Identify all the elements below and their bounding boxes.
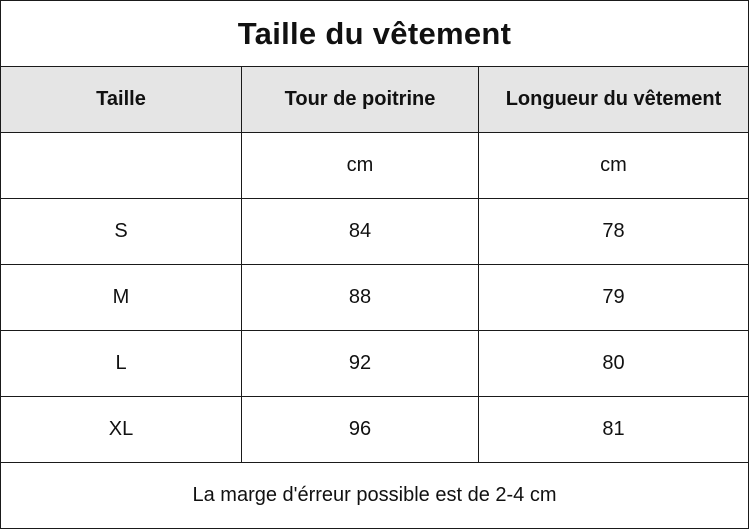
- size-cell: L: [1, 331, 242, 397]
- length-cell: 80: [479, 331, 749, 397]
- unit-size: [1, 133, 242, 199]
- units-row: [1, 133, 749, 199]
- chest-cell: 96: [242, 397, 479, 463]
- title-row: [1, 1, 749, 67]
- header-chest: Tour de poitrine: [242, 67, 479, 133]
- table-row: [1, 265, 749, 331]
- chest-cell: 92: [242, 331, 479, 397]
- header-length: Longueur du vêtement: [479, 67, 749, 133]
- chest-cell: 88: [242, 265, 479, 331]
- table-row: [1, 397, 749, 463]
- chart-title: Taille du vêtement: [1, 1, 749, 67]
- header-size: Taille: [1, 67, 242, 133]
- chest-cell: 84: [242, 199, 479, 265]
- table-row: [1, 199, 749, 265]
- header-row: [1, 67, 749, 133]
- length-cell: 81: [479, 397, 749, 463]
- table-row: [1, 331, 749, 397]
- size-cell: XL: [1, 397, 242, 463]
- size-cell: S: [1, 199, 242, 265]
- error-margin-note: La marge d'érreur possible est de 2-4 cm: [1, 463, 749, 529]
- unit-chest: cm: [242, 133, 479, 199]
- size-cell: M: [1, 265, 242, 331]
- unit-length: cm: [479, 133, 749, 199]
- length-cell: 78: [479, 199, 749, 265]
- note-row: [1, 463, 749, 529]
- length-cell: 79: [479, 265, 749, 331]
